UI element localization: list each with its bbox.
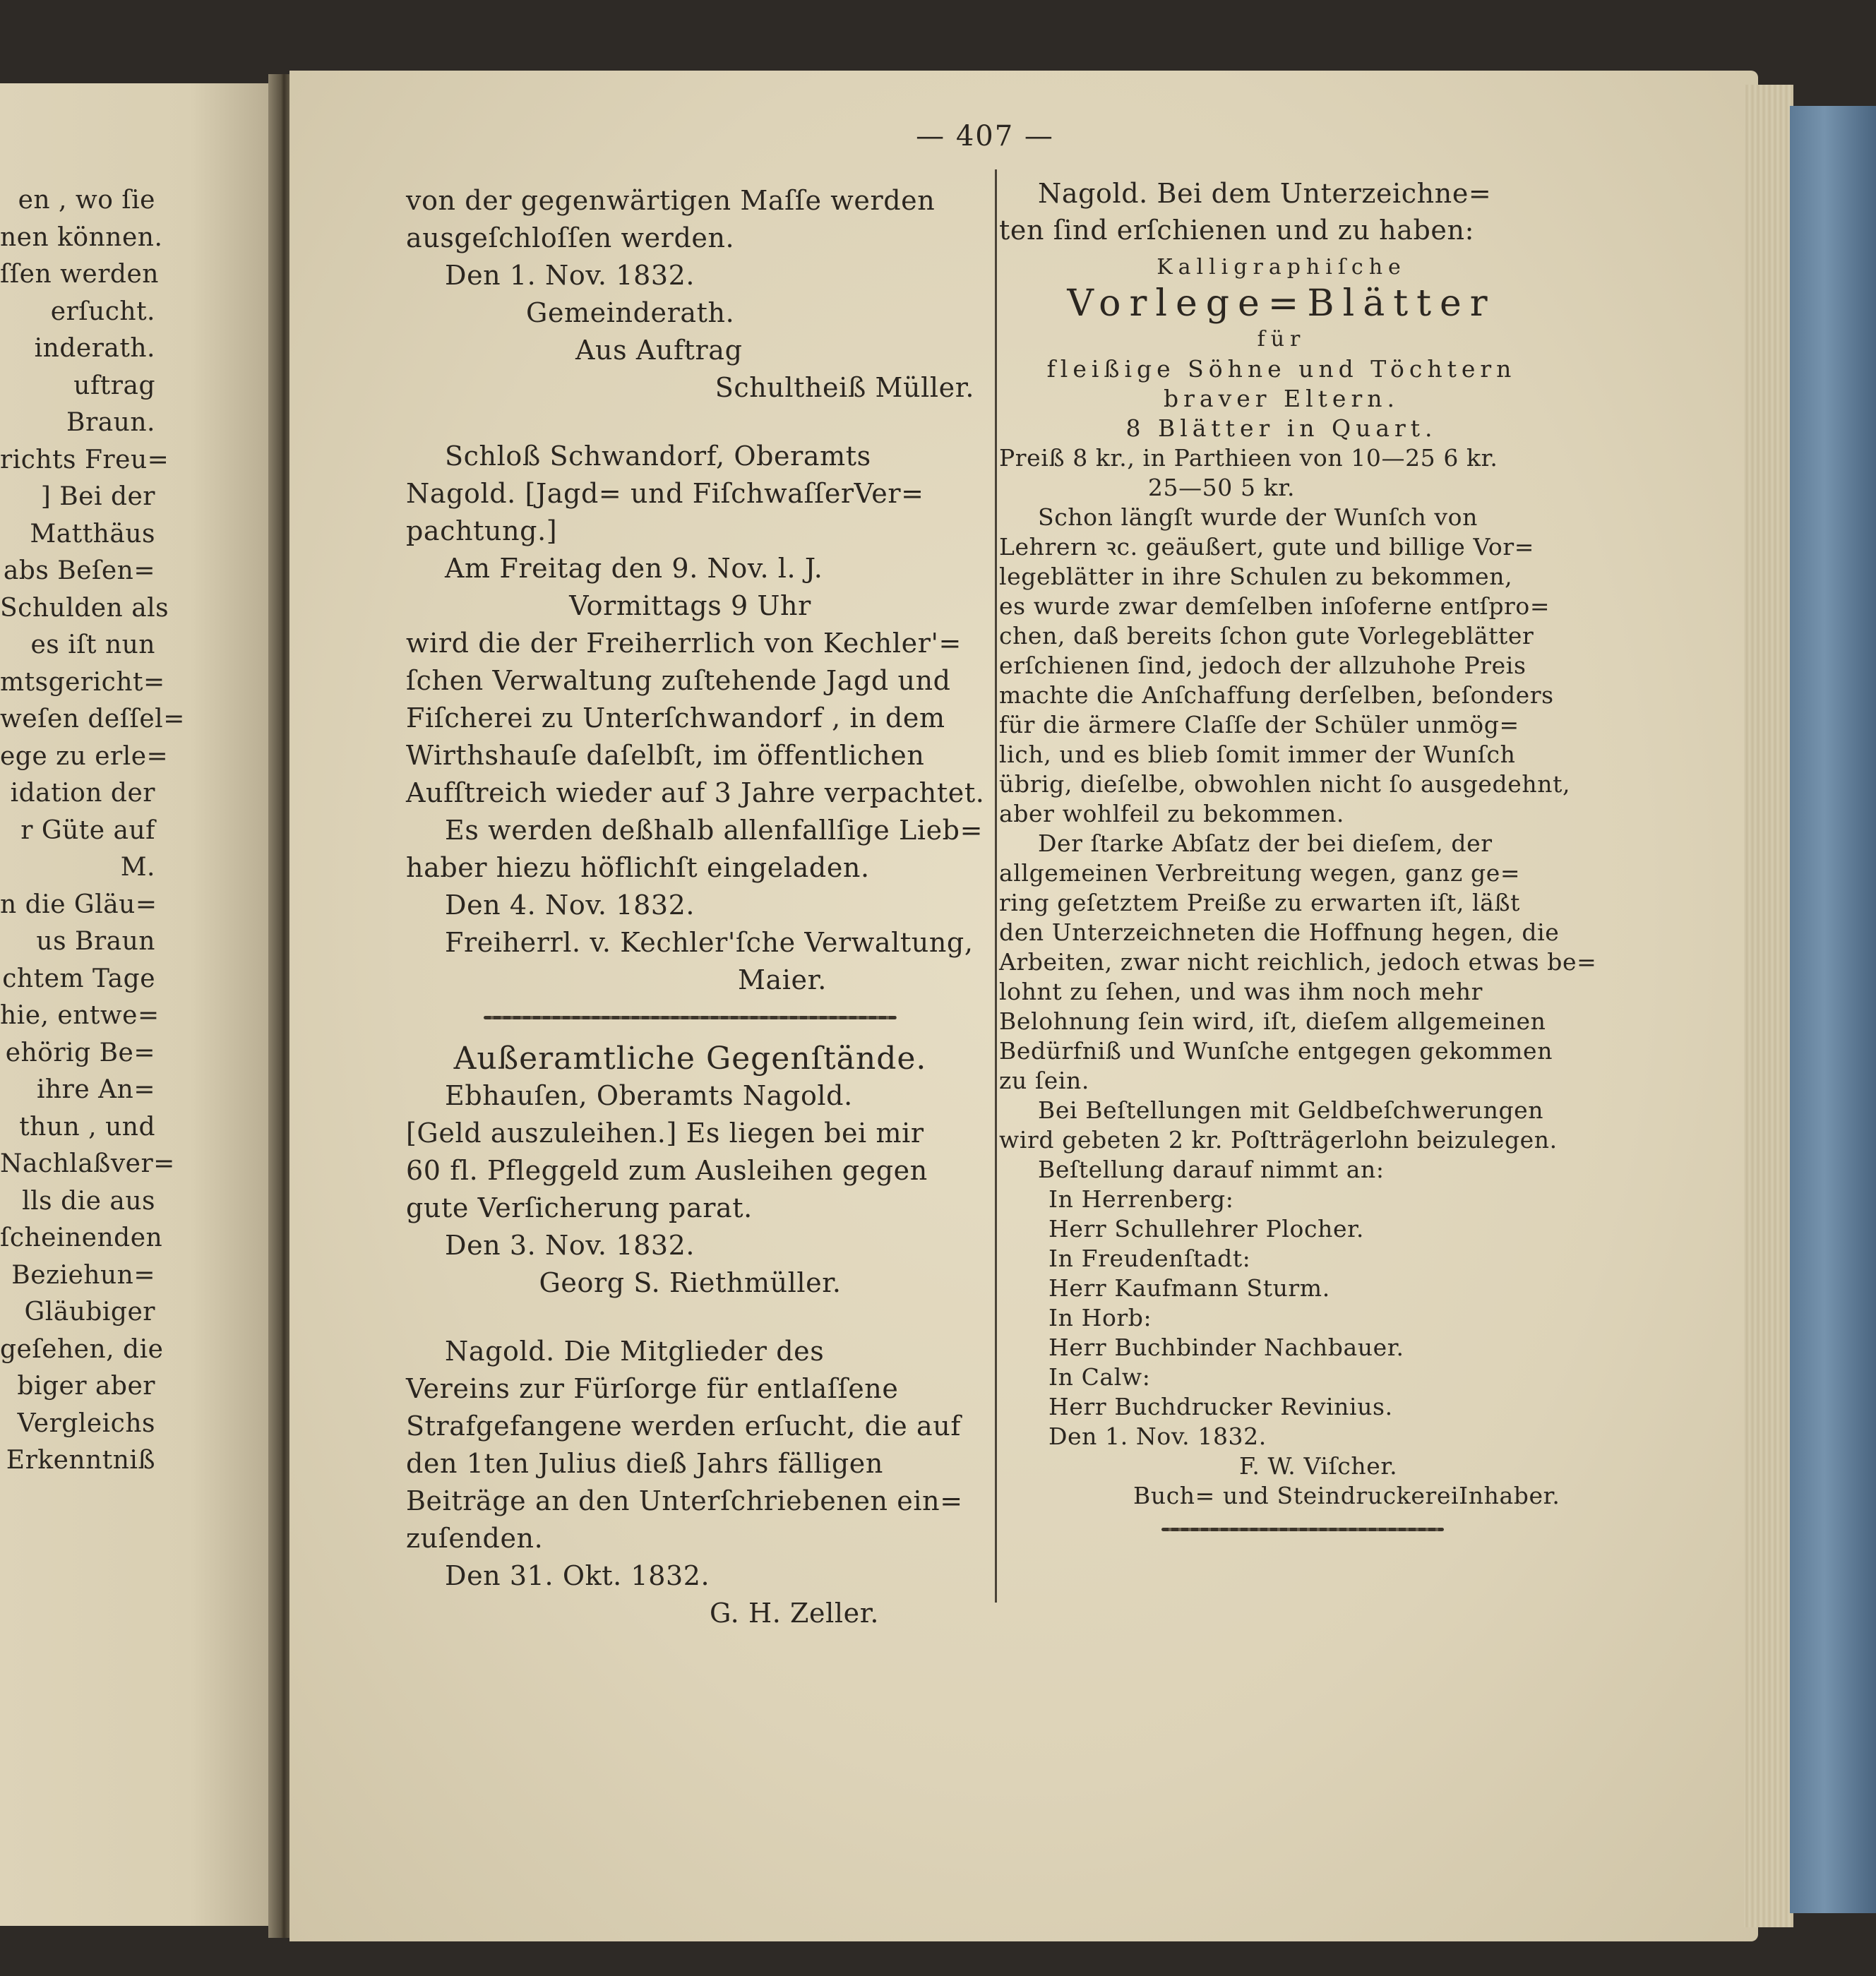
signature-line: Schultheiß Müller. [715,372,974,403]
ornament-rule [999,1521,1564,1538]
text-line: ring geſetztem Preiße zu erwarten iſt, läßt [999,889,1520,916]
text-line: Fiſcherei zu Unterſchwandorf , in dem [406,702,945,733]
date-line: Den 4. Nov. 1832. [445,890,695,921]
left-line: Beziehun= [11,1260,155,1290]
price-line: Preiß 8 kr., in Parthieen von 10—25 6 kr. [999,444,1498,472]
text-line: von der gegenwärtigen Maſſe werden [406,185,936,216]
text-line: Der ſtarke Abſatz der bei dieſem, der [1038,830,1493,857]
text-line: allgemeinen Verbreitung wegen, ganz ge= [999,859,1521,887]
left-line: es iſt nun [30,630,155,659]
text-line: es wurde zwar demſelben inſoferne entſpro= [999,592,1551,620]
text-line: Aufſtreich wieder auf 3 Jahre verpachtet. [406,777,985,808]
agent-line: In Horb: [1048,1304,1152,1331]
text-line: Es werden deßhalb allenfallſige Lieb= [445,815,984,846]
notice-heading: Nagold. Bei dem Unterzeichne= [1038,178,1492,209]
agent-line: In Freudenſtadt: [1048,1245,1251,1272]
text-line: wird gebeten 2 kr. Poſtträgerlohn beizulegen. [999,1126,1558,1154]
date-line: Den 1. Nov. 1832. [445,260,695,291]
left-line: ] Bei der [40,482,155,511]
date-line: Den 1. Nov. 1832. [1048,1423,1267,1450]
notice-heading: Schloß Schwandorf, Oberamts [445,441,871,472]
left-line: chtem Tage [2,964,155,993]
left-page-text-column [0,182,185,1480]
left-line: weſen deſſel= [0,705,185,733]
left-line: uftrag [73,371,155,400]
signature-line: Maier. [738,964,827,995]
text-line: gute Verſicherung parat. [406,1192,753,1223]
left-line: Braun. [66,408,155,437]
text-line: legeblätter in ihre Schulen zu bekommen, [999,563,1513,590]
left-line: Matthäus [30,519,155,549]
price-line: 25—50 5 kr. [1147,474,1296,501]
title-line: für [1257,327,1306,352]
left-line: Nachlaßver= [0,1149,175,1178]
left-line: geſehen, die [0,1334,164,1364]
page-edges [1744,85,1793,1927]
text-line: ten ſind erſchienen und zu haben: [999,215,1474,246]
left-line: Gläubiger [24,1298,155,1327]
left-line: lls die aus [22,1186,155,1216]
agent-line: Herr Schullehrer Plocher. [1048,1215,1364,1243]
column-divider [995,169,997,1603]
text-line: ſchen Verwaltung zuſtehende Jagd und [406,665,951,696]
left-line: ſcheinenden [0,1223,163,1252]
left-line: en , wo ſie [18,186,155,215]
left-line: us Braun [36,927,155,956]
left-line: richts Freu= [0,445,169,474]
text-line: Am Freitag den 9. Nov. l. J. [445,553,823,584]
signature-line: Georg S. Riethmüller. [539,1267,842,1298]
left-line: r Güte auf [20,815,155,845]
left-line: n die Gläu= [0,890,157,919]
left-line: ehörig Be= [5,1038,155,1067]
title-line: Kalligraphiſche [1157,255,1406,280]
text-line: den Unterzeichneten die Hoffnung hegen, die [999,918,1560,946]
text-line: Schon längſt wurde der Wunſch von [1038,503,1478,531]
book-cover-edge [1790,106,1876,1913]
title-line: braver Eltern. [1164,385,1399,412]
text-line: Lehrern ꝛc. geäußert, gute und billige Vor= [999,533,1534,561]
text-line: für die ärmere Claſſe der Schüler unmög= [999,711,1519,738]
text-line: [Geld auszuleihen.] Es liegen bei mir [406,1118,924,1149]
agent-line: Herr Buchdrucker Revinius. [1048,1393,1393,1420]
text-line: zuſenden. [406,1523,544,1554]
left-line: ſſen werden [0,260,159,289]
text-line: wird die der Freiherrlich von Kechler'= [406,628,962,659]
title-line: fleißige Söhne und Töchtern [1046,355,1517,383]
left-line: idation der [10,779,155,808]
text-line: Beſtellung darauf nimmt an: [1038,1156,1385,1183]
left-line: Vergleichs [17,1408,155,1438]
notice-heading: Ebhauſen, Oberamts Nagold. [445,1080,853,1111]
date-line: Den 31. Okt. 1832. [445,1560,710,1591]
text-line: chen, daß bereits ſchon gute Vorlegeblätter [999,622,1534,649]
text-line: lich, und es blieb ſomit immer der Wunſch [999,741,1516,768]
signature-line: Buch= und SteindruckereiInhaber. [1133,1482,1560,1509]
text-line: den 1ten Julius dieß Jahrs fälligen [406,1448,883,1479]
spacer [406,1302,974,1333]
text-line: 60 fl. Pfleggeld zum Ausleihen gegen [406,1155,928,1186]
agent-line: In Herrenberg: [1048,1185,1234,1213]
left-line: erſucht. [50,297,155,326]
text-line: Bedürfniß und Wunſche entgegen gekommen [999,1037,1553,1065]
page-number: — 407 — [916,120,1054,152]
text-line: Vormittags 9 Uhr [569,590,811,621]
left-line: M. [120,853,155,882]
text-line: ausgeſchloſſen werden. [406,222,735,253]
text-line: erſchienen ſind, jedoch der allzuhohe Preis [999,652,1527,679]
left-line: nen können. [0,222,163,252]
text-line: zu ſein. [999,1067,1089,1094]
notice-heading: Nagold. Die Mitglieder des [445,1336,825,1367]
text-line: machte die Anſchaffung derſelben, beſonders [999,681,1554,709]
signature-line: G. H. Zeller. [710,1598,880,1629]
left-line: thun , und [19,1112,155,1142]
text-line: pachtung.] [406,515,558,546]
left-line: hie, entwe= [0,1001,160,1030]
left-line: ihre An= [36,1075,155,1104]
left-page-fragment [0,83,272,1926]
signature-line: Aus Auftrag [575,335,743,366]
text-line: Wirthshauſe daſelbſt, im öffentlichen [406,740,925,771]
text-line: Bei Beſtellungen mit Geldbeſchwerungen [1038,1096,1544,1124]
left-line: biger aber [17,1372,155,1401]
text-line: lohnt zu ſehen, und was ihm noch mehr [999,978,1483,1005]
ornament-rule [406,1009,974,1026]
date-line: Den 3. Nov. 1832. [445,1230,695,1261]
left-line: inderath. [34,334,155,363]
left-line: abs Beſen= [3,556,155,585]
text-line: Vereins zur Fürſorge für entlaſſene [406,1373,899,1404]
text-line: Beiträge an den Unterſchriebenen ein= [406,1485,963,1516]
signature-line: Freiherrl. v. Kechler'ſche Verwaltung, [445,927,974,958]
text-line: aber wohlfeil zu bekommen. [999,800,1344,827]
agent-line: In Calw: [1048,1363,1151,1391]
text-line: Arbeiten, zwar nicht reichlich, jedoch etwas be= [999,948,1597,976]
text-line: Nagold. [Jagd= und FiſchwaſſerVer= [406,478,924,509]
left-line: Schulden als [0,593,169,623]
title-line: 8 Blätter in Quart. [1125,414,1438,442]
column-left [406,182,985,1632]
text-line: Belohnung ſein wird, iſt, dieſem allgemeinen [999,1007,1546,1035]
text-line: haber hiezu höflichſt eingeladen. [406,852,870,883]
column-right [999,175,1597,1552]
text-line: Strafgefangene werden erſucht, die auf [406,1411,962,1442]
left-line: Erkenntniß [6,1446,155,1475]
left-line: ege zu erle= [0,741,169,771]
signature-line: F. W. Viſcher. [1239,1452,1398,1480]
agent-line: Herr Kaufmann Sturm. [1048,1274,1330,1302]
section-heading: Außeramtliche Gegenſtände. [453,1041,927,1077]
text-line: übrig, dieſelbe, obwohlen nicht ſo ausgedehnt, [999,770,1571,798]
spacer [406,407,974,438]
left-line: mtsgericht= [0,667,165,697]
agent-line: Herr Buchbinder Nachbauer. [1048,1334,1404,1361]
signature-line: Gemeinderath. [526,297,735,328]
title-main: Vorlege=Blätter [1067,282,1496,325]
